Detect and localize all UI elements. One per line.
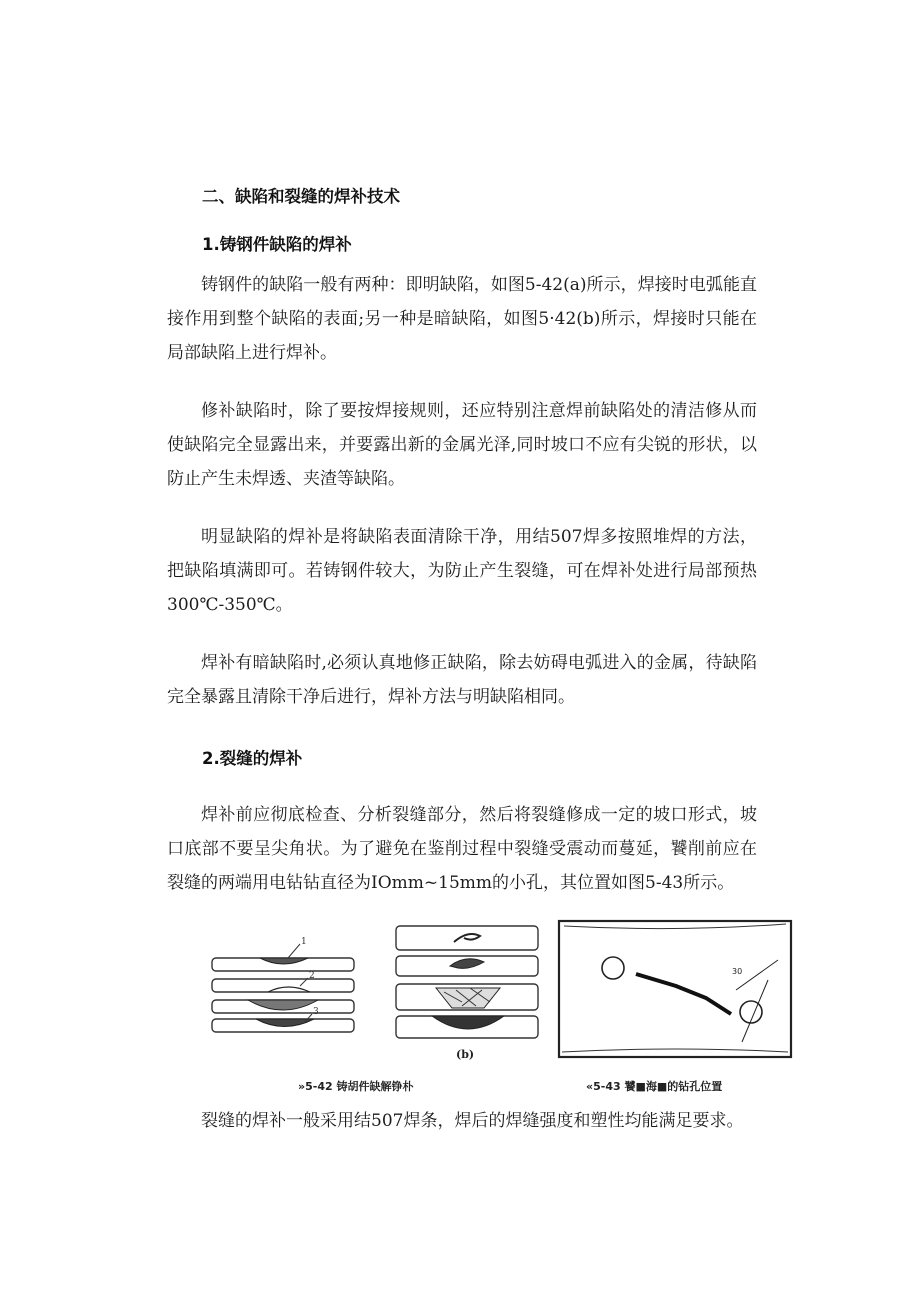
figure-5-43 <box>556 918 794 1060</box>
figure-5-42a-drawing <box>208 930 358 1040</box>
subsection-heading-cast-steel: 1.铸钢件缺陷的焊补 <box>202 235 352 254</box>
paragraph-crack-closing: 裂缝的焊补一般采用结507焊条，焊后的焊缝强度和塑性均能满足要求。 <box>201 1111 744 1131</box>
section-heading: 二、缺陷和裂缝的焊补技术 <box>202 187 400 206</box>
fig-b-label: (b) <box>456 1048 475 1061</box>
fig-a-label-3: 3 <box>313 1007 319 1017</box>
fig-a-label-2: 2 <box>309 971 315 981</box>
caption-5-42: »5-42 铸胡件缺解铮朴 <box>298 1080 414 1093</box>
fig-a-label-1: 1 <box>301 937 307 947</box>
figure-5-42a <box>208 930 358 1040</box>
paragraph-defect-types: 铸钢件的缺陷一般有两种：即明缺陷，如图5-42(a)所示，焊接时电弧能直接作用到整个缺陷的表面;另一种是暗缺陷，如图5·42(b)所示，焊接时只能在局部缺陷上进行焊补。 <box>167 275 757 363</box>
caption-5-43: «5-43 饕■海■的钻孔位置 <box>586 1080 723 1093</box>
paragraph-open-defect: 明显缺陷的焊补是将缺陷表面清除干净，用结507焊多按照堆焊的方法，把缺陷填满即可。若铸钢件较大，为防止产生裂缝，可在焊补处进行局部预热300℃-350℃。 <box>167 527 757 615</box>
subsection-heading-crack: 2.裂缝的焊补 <box>202 749 303 768</box>
figure-5-42b <box>392 922 542 1061</box>
figure-5-42b-drawing <box>392 922 542 1044</box>
paragraph-hidden-defect: 焊补有暗缺陷时,必须认真地修正缺陷，除去妨碍电弧进入的金属，待缺陷完全暴露且清除干净后进行，焊补方法与明缺陷相同。 <box>167 653 757 707</box>
paragraph-crack-prep: 焊补前应彻底检查、分析裂缝部分，然后将裂缝修成一定的坡口形式，坡口底部不要呈尖角状。为了避免在鉴削过程中裂缝受震动而蔓延，饕削前应在裂缝的两端用电钻钻直径为IOmm~15mm的小孔，其位置如图5-43所示。 <box>167 805 757 893</box>
figure-5-43-drawing <box>556 918 794 1060</box>
paragraph-repair-prep: 修补缺陷时，除了要按焊接规则，还应特别注意焊前缺陷处的清洁修从而使缺陷完全显露出来，并要露出新的金属光泽,同时坡口不应有尖锐的形状，以防止产生未焊透、夹渣等缺陷。 <box>167 401 757 489</box>
fig-543-dimension: 30 <box>732 967 743 976</box>
